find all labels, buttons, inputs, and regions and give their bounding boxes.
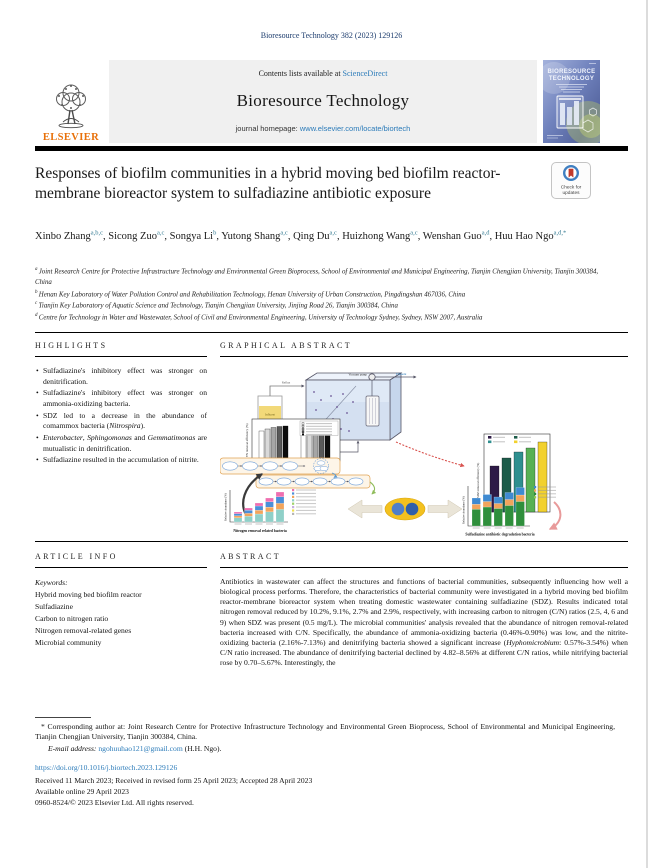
author-separator: ,: [287, 230, 294, 242]
check-for-updates-badge[interactable]: [551, 162, 591, 199]
graphical-abstract-heading: GRAPHICAL ABSTRACT: [220, 341, 353, 350]
author-list: [35, 228, 603, 245]
journal-title: Bioresource Technology: [236, 91, 410, 110]
keyword: Carbon to nitrogen ratio: [35, 614, 109, 624]
vacuum-pump-label: Vacuum pump: [348, 372, 367, 377]
article-info-rule: [35, 567, 207, 568]
elsevier-logo: [35, 60, 107, 143]
highlights-rule: [35, 356, 207, 357]
affiliation-text: Tianjin Key Laboratory of Aquatic Science and Technology, Tianjin Chengjian University, Jinjing Road 26, Tianjin 300384, China: [38, 302, 398, 310]
header-rule: [35, 146, 628, 151]
author-name: Huizhong Wang: [342, 230, 411, 242]
homepage-link[interactable]: www.elsevier.com/locate/biortech: [299, 124, 411, 133]
highlights-list: [35, 366, 207, 466]
article-info-heading: ARTICLE INFO: [35, 552, 118, 561]
abundance-axis-right: Relative abundance (%): [461, 496, 466, 525]
highlight-item: [35, 388, 207, 409]
nitrogen-bacteria-chart: [224, 489, 317, 533]
elsevier-wordmark: ELSEVIER: [42, 131, 100, 143]
affiliation-text: Centre for Technology in Water and Wastewater, School of Civil and Environmental Engineering, University of Technology Sydney, Sydney, NSW 2007, Australia: [38, 313, 483, 321]
email-link[interactable]: ngohuuhao121@gmail.com: [98, 743, 183, 753]
author-separator: ,: [164, 230, 170, 242]
affiliation-text: Henan Key Laboratory of Water Pollution Control and Rehabilitation Technology, Henan University of Urban Construction, Pingdingshan 467036, China: [38, 290, 466, 298]
author-name: Yutong Shang: [221, 230, 281, 242]
text-run: and: [131, 432, 148, 442]
text-run: : 0.57%-3.54%) when C/N ratio increased. The abundance of denitrifying bacterial declined by 4.82–8.56% at different C/N ratios, while nitrifying bacterial rose by 0.70–5.67%. Interestingly, the: [220, 637, 628, 667]
author-affiliation-sup: a,c: [280, 229, 288, 236]
italic-term: Enterobacter: [43, 432, 83, 442]
affiliation-list: [35, 266, 615, 323]
affiliation: [35, 266, 615, 289]
page-edge-divider: [646, 0, 648, 868]
publication-info: [35, 775, 615, 809]
author-name: Sicong Zuo: [108, 230, 157, 242]
italic-term: Sphingomonas: [87, 432, 132, 442]
affiliation: [35, 312, 615, 323]
author-affiliation-sup: a,d: [481, 229, 490, 236]
banner-center: [109, 60, 537, 143]
author-affiliation-sup: a,c: [156, 229, 165, 236]
available-online: Available online 29 April 2023: [35, 787, 129, 797]
homepage-line: [236, 124, 411, 133]
author: [221, 231, 293, 242]
graphical-abstract-figure: [220, 366, 628, 542]
author-separator: ,: [489, 230, 495, 242]
author-separator: ,: [216, 230, 222, 242]
effluent-label: Effluent: [396, 371, 407, 376]
reflux-label: Reflux: [281, 380, 291, 385]
highlight-item: [35, 455, 207, 466]
sciencedirect-link[interactable]: ScienceDirect: [342, 69, 388, 78]
author: [495, 231, 567, 242]
keywords-label: Keywords:: [35, 578, 68, 588]
author-affiliation-sup: b: [213, 229, 217, 236]
contents-line: [259, 69, 388, 78]
graphical-abstract-section: [220, 341, 628, 547]
keyword: Sulfadiazine: [35, 602, 73, 612]
highlight-item: [35, 433, 207, 454]
section-rule-2: [35, 541, 628, 542]
interaction-venn: [348, 498, 462, 520]
abstract-section: [220, 552, 628, 668]
author-name: Songya Li: [169, 230, 214, 242]
keywords-list: [35, 589, 207, 649]
keywords-block: [35, 577, 207, 649]
highlight-item: [35, 366, 207, 387]
keyword: Hybrid moving bed biofilm reactor: [35, 590, 142, 600]
author-separator: ,: [102, 230, 109, 242]
author-affiliation-sup: a,b,c: [90, 229, 103, 236]
abstract-rule: [220, 567, 628, 568]
highlights-heading: HIGHLIGHTS: [35, 341, 108, 350]
badge-text-line2: updates: [562, 191, 580, 196]
arrow-to-sdz-chart: [396, 442, 464, 466]
received-dates: Received 11 March 2023; Received in revised form 25 April 2023; Accepted 28 April 2023: [35, 776, 313, 785]
italic-term: Gemmatimonas: [147, 432, 196, 442]
cover-title-line2: TECHNOLOGY: [548, 76, 595, 82]
author-separator: ,: [336, 230, 343, 242]
email-label: E-mail address:: [48, 743, 97, 753]
tn-axis-label: TN removal efficiency (%): [245, 423, 249, 458]
section-rule: [35, 332, 628, 333]
text-run: Sulfadiazine's inhibitory effect was stronger on denitrification.: [43, 366, 207, 386]
text-run: Sulfadiazine resulted in the accumulation of nitrite.: [43, 455, 199, 465]
text-run: are mutualistic in denitrification.: [43, 432, 207, 453]
sdz-axis-label: SDZ removal efficiency (%): [476, 462, 480, 499]
pathway-diagram: [220, 458, 375, 494]
abundance-axis-left: Relative abundance (%): [223, 493, 228, 522]
affiliation-sup: c: [35, 301, 39, 307]
homepage-prefix: journal homepage:: [235, 124, 298, 133]
author: [342, 231, 423, 242]
cover-title-line1: BIORESOURCE: [547, 69, 596, 75]
author-name: Huu Hao Ngo: [494, 230, 554, 242]
author: [293, 231, 342, 242]
footnote-rule: [35, 717, 91, 718]
author-affiliation-sup: a,c: [329, 229, 337, 236]
affiliation-sup: a: [35, 267, 39, 272]
text-run: ).: [140, 421, 146, 431]
affiliation-sup: b: [35, 289, 39, 295]
author-affiliation-sup: a,c: [410, 229, 418, 236]
caption-sdz-bacteria: Sulfadiazine antibiotic degradation bacteria: [465, 532, 535, 537]
italic-term: Hyphomicrobium: [506, 637, 560, 647]
caption-nitrogen-bacteria: Nitrogen removal related bacteria: [233, 529, 287, 534]
contents-prefix: Contents lists available at: [258, 69, 341, 78]
affiliation: [35, 300, 615, 311]
email-suffix: (H.H. Ngo).: [184, 743, 222, 753]
article-info-section: [35, 552, 207, 649]
keyword: Nitrogen removal-related genes: [35, 626, 132, 636]
italic-term: Nitrospira: [109, 421, 141, 431]
journal-header-banner: [35, 60, 600, 143]
journal-citation: Bioresource Technology 382 (2023) 129126: [260, 31, 403, 40]
author-affiliation-sup: a,d,*: [553, 229, 567, 236]
copyright-line: 0960-8524/© 2023 Elsevier Ltd. All rights reserved.: [35, 798, 194, 808]
author-name: Qing Du: [293, 230, 330, 242]
journal-cover-image: [543, 60, 600, 143]
badge-text-line1: Check for: [560, 185, 582, 191]
author: [108, 231, 169, 242]
text-run: SDZ led to a decrease in the abundance of comammox bacteria (: [43, 410, 207, 431]
affiliation-text: Joint Research Centre for Protective Infrastructure Technology and Environmental Green Bioprocess, School of Environmental and Municipal Engineering, Tianjin Chengjian University, Tianjin 300384, China: [35, 268, 599, 287]
email-line: [35, 744, 615, 754]
author-name: Xinbo Zhang: [35, 230, 91, 242]
abstract-heading: ABSTRACT: [220, 552, 281, 561]
text-run: ,: [82, 432, 88, 442]
elsevier-tree-icon: [49, 80, 93, 132]
arrow-to-sdz-bacteria: [550, 502, 560, 529]
article-title: Responses of biofilm communities in a hybrid moving bed biofilm reactor-membrane bioreactor system to sulfadiazine antibiotic exposure: [35, 165, 501, 203]
graphical-abstract-rule: [220, 356, 628, 357]
footnote-block: [35, 722, 615, 754]
highlights-section: [35, 341, 207, 467]
affiliation-sup: d: [35, 312, 39, 318]
author: [170, 231, 222, 242]
author: [35, 231, 108, 242]
author-name: Wenshan Guo: [422, 230, 482, 242]
abstract-text: [220, 577, 628, 668]
doi-link[interactable]: https://doi.org/10.1016/j.biortech.2023.129126: [35, 763, 178, 772]
corresponding-author-note: * Corresponding author at: Joint Research Centre for Protective Infrastructure Technology and Environmental Green Bioprocess, School of Environmental and Municipal Engineering, Tianjin Chengjian University, Tianjin 300384, China.: [35, 722, 615, 742]
affiliation: [35, 289, 615, 300]
author-separator: ,: [417, 230, 423, 242]
text-run: Antibiotics in wastewater can affect the structures and functions of bacterial communities, subsequently influencing how well a biological process performs. Therefore, the characteristics of bacterial community were investigated in a hybrid moving bed biofilm reactor-membrane bioreactor system when treating domestic wastewater containing sulfadiazine (SDZ). Results indicated total nitrogen removal reduced by 10.2%, 9.1%, 2.7% and 2.9%, respectively, with increasing carbon to nitrogen (C/N) ratios (2.5, 4, 6 and 9) when SDZ was present (0.5 mg/L). The microbial communities' analysis revealed that the abundance of nitrogen removal-related bacteria increased with C/N. Specifically, the abundance of ammonia-oxidizing bacteria (0.46%-0.90%) was low, and the nitrite-oxidizing bacteria (2.16%-7.13%) and denitrifying bacteria showed a significant increase (: [220, 577, 628, 647]
author: [423, 231, 495, 242]
influent-label: Influent: [264, 412, 276, 417]
keyword: Microbial community: [35, 638, 102, 648]
highlight-item: [35, 411, 207, 432]
text-run: Sulfadiazine's inhibitory effect was stronger on ammonia-oxidizing bacteria.: [43, 388, 207, 409]
